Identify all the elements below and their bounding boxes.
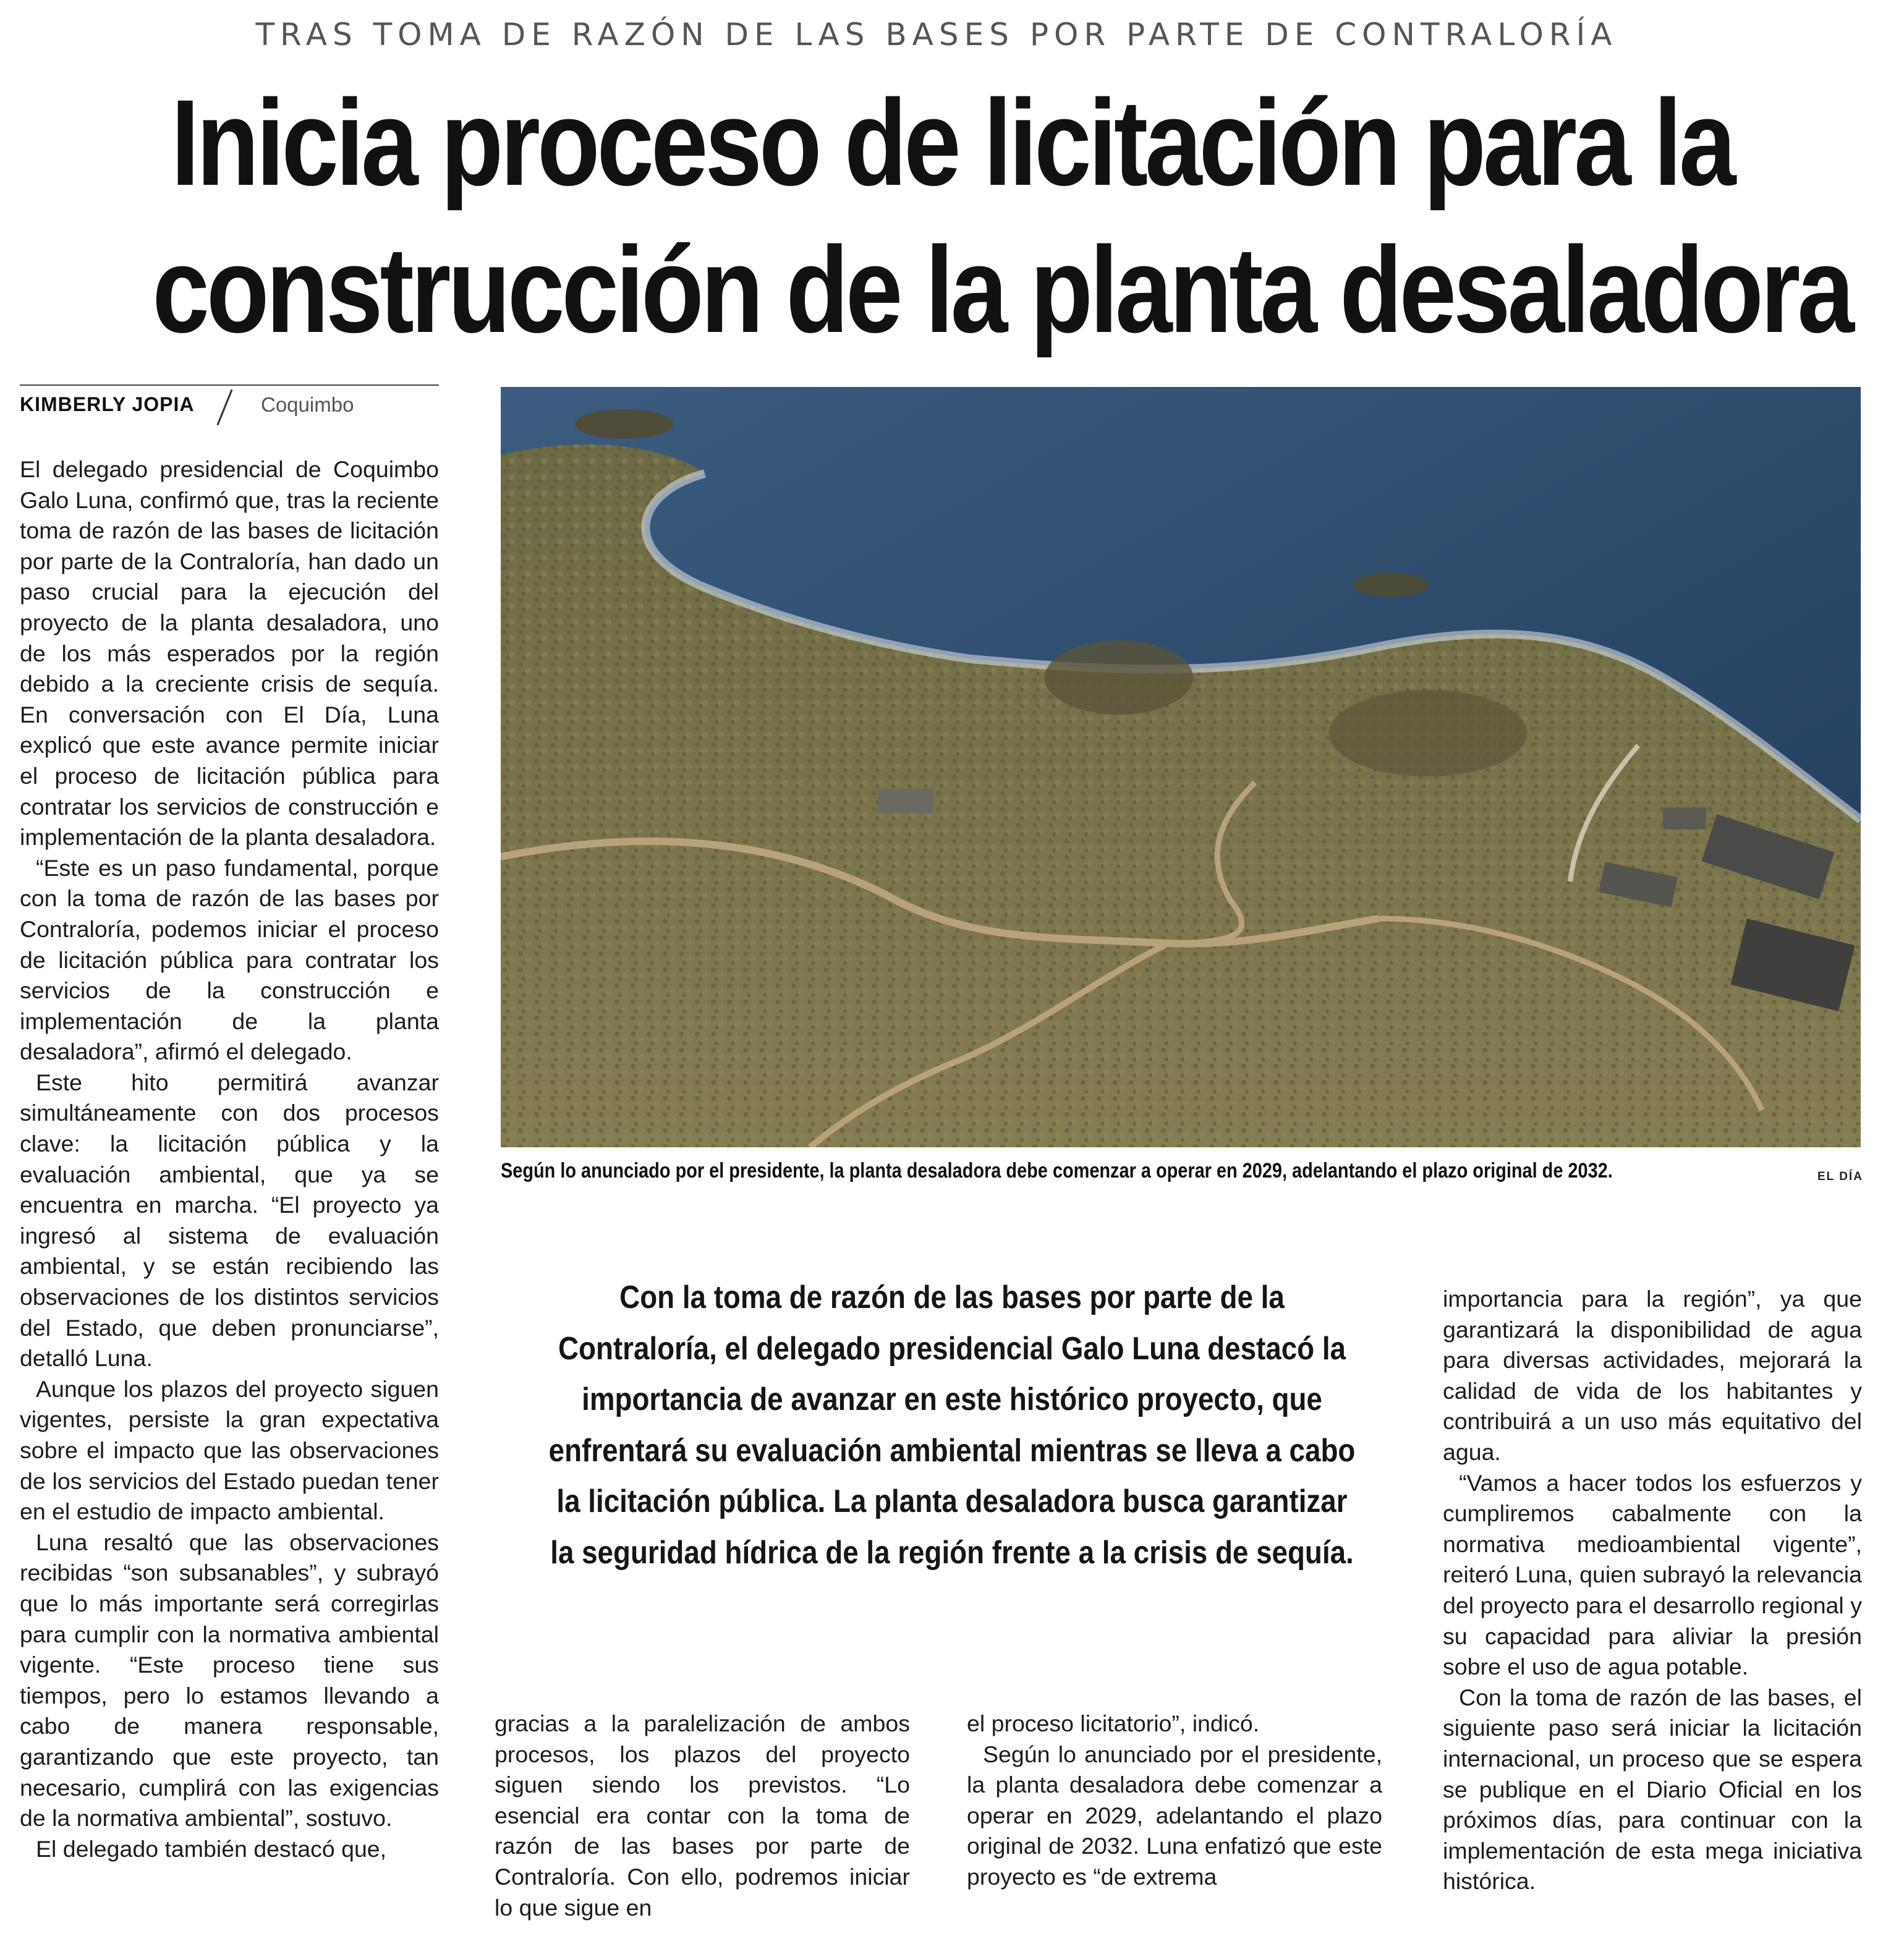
column-1: [20, 454, 439, 1932]
column-2: [495, 1709, 910, 1931]
author-name: KIMBERLY JOPIA: [20, 393, 195, 415]
col4-paragraph-2: “Vamos a hacer todos los esfuerzos y cumpliremos cabalmente con la normativa medioambiental vigente”, reiteró Luna, quien subrayó la relevancia del proyecto para el desarrollo regional y su capacidad para aliviar la presión sobre el uso de agua potable.: [1443, 1469, 1862, 1680]
col1-paragraph-2: “Este es un paso fundamental, porque con la toma de razón de las bases por Contraloría, podemos iniciar el proceso de licitación pública para contratar los servicios de la construcción e implementación de la planta desaladora”, afirmó el delegado.: [20, 854, 439, 1065]
headline-line-2: construcción de la planta desaladora: [152, 221, 1851, 358]
rock-outcrop-2: [1329, 690, 1527, 776]
byline-rule: [20, 384, 439, 386]
coastal-photo: [501, 387, 1861, 1147]
offshore-rock-2: [575, 409, 674, 439]
col1-paragraph-6: El delegado también destacó que,: [36, 1835, 387, 1862]
col3-paragraph-2: Según lo anunciado por el presidente, la planta desaladora debe comenzar a operar en 2029, adelantando el plazo original de 2032. Luna enfatizó que este proyecto es “de extrema: [967, 1741, 1382, 1890]
col4-paragraph-1: importancia para la región”, ya que garantizará la disponibilidad de agua para diversas actividades, mejorará la calidad de vida de los habitantes y contribuirá a un uso más equitativo del agua.: [1443, 1286, 1862, 1465]
rock-outcrop: [1045, 640, 1193, 715]
photo-caption: Según lo anunciado por el presidente, la planta desaladora debe comenzar a operar en 2029, adelantando el plazo original de 2032.: [501, 1159, 1613, 1182]
col3-paragraph-1: el proceso licitatorio”, indicó.: [967, 1710, 1260, 1736]
col1-paragraph-1: El delegado presidencial de Coquimbo Galo Luna, confirmó que, tras la reciente toma de razón de las bases de licitación por parte de la Contraloría, han dado un paso crucial para la ejecución del proyecto de la planta desaladora, uno de los más esperados por la región debido a la creciente crisis de sequía. En conversación con El Día, Luna explicó que este avance permite iniciar el proceso de licitación pública para contratar los servicios de construcción e implementación de la planta desaladora.: [20, 456, 439, 851]
kicker: TRAS TOMA DE RAZÓN DE LAS BASES POR PARTE DE CONTRALORÍA: [255, 17, 1618, 53]
pull-quote: [488, 1272, 1416, 1578]
headline-line-1: Inicia proceso de licitación para la: [171, 74, 1733, 211]
col1-paragraph-5: Luna resaltó que las observaciones recibidas “son subsanables”, y subrayó que lo más importante será corregirlas para cumplir con la normativa ambiental vigente. “Este proceso tiene sus tiempos, pero lo estamos llevando a cabo de manera responsable, garantizando que este proyecto, tan necesario, cumplirá con las exigencias de la normativa ambiental”, sostuvo.: [20, 1529, 439, 1832]
col4-paragraph-3: Con la toma de razón de las bases, el siguiente paso será iniciar la licitación internacional, un proceso que se espera se publique en el Diario Oficial en los próximos días, para continuar con la implementación de esta mega iniciativa histórica.: [1443, 1684, 1862, 1895]
pull-quote-text: Con la toma de razón de las bases por parte de la Contraloría, el delegado presidencial Galo Luna destacó la importancia de avanzar en este histórico proyecto, que enfrentará su evaluación ambiental mientras se lleva a cabo la licitación pública. La planta desaladora busca garantizar la seguridad hídrica de la región frente a la crisis de sequía.: [548, 1280, 1356, 1571]
offshore-rock: [1354, 572, 1428, 597]
small-building-2: [878, 789, 933, 813]
column-4: [1443, 1284, 1862, 1933]
col1-paragraph-3: Este hito permitirá avanzar simultáneamente con dos procesos clave: la licitación pública y la evaluación ambiental, que ya se encuentra en marcha. “El proyecto ya ingresó al sistema de evaluación ambiental, y se están recibiendo las observaciones de los distintos servicios del Estado, que deben pronunciarse”, detalló Luna.: [20, 1069, 439, 1372]
aerial-coast-illustration: [501, 387, 1861, 1147]
small-building: [1663, 807, 1706, 830]
byline-divider: [216, 389, 232, 426]
byline: [20, 384, 439, 425]
headline: [152, 69, 1851, 363]
col2-paragraph-1: gracias a la paralelización de ambos procesos, los plazos del proyecto siguen siendo los previstos. “Lo esencial era contar con la toma de razón de las bases por parte de Contraloría. Con ello, podremos iniciar lo que sigue en: [495, 1710, 910, 1921]
photo-credit: EL DÍA: [1817, 1170, 1863, 1183]
col1-paragraph-4: Aunque los plazos del proyecto siguen vigentes, persiste la gran expectativa sobre el impacto que las observaciones de los servicios del Estado puedan tener en el estudio de impacto ambiental.: [20, 1375, 439, 1525]
column-3: [967, 1709, 1382, 1931]
byline-location: Coquimbo: [261, 393, 354, 416]
